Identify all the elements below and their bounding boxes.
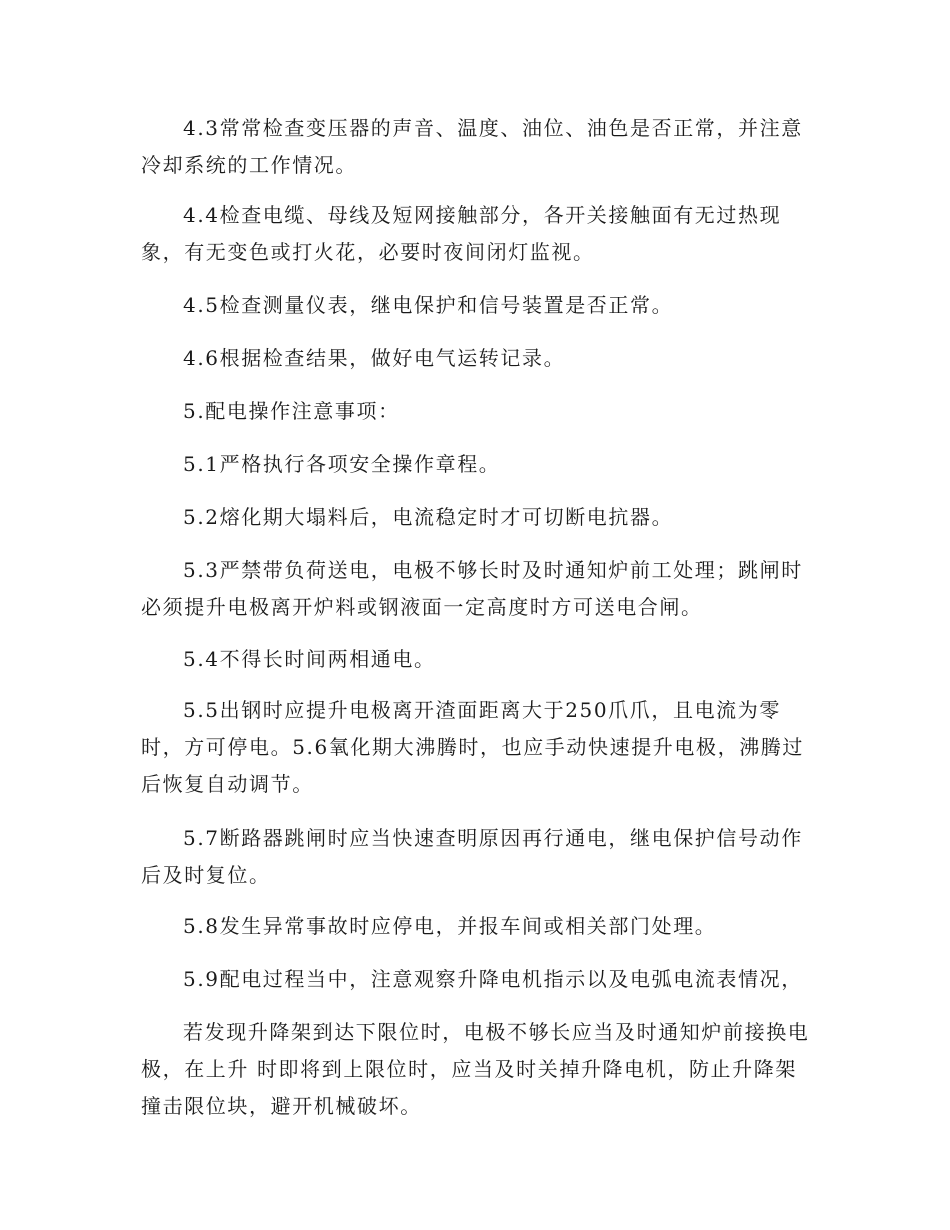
paragraph-5-7: 5.7断路器跳闸时应当快速查明原因再行通电，继电保护信号动作后及时复位。 <box>141 826 803 887</box>
paragraph-4-3: 4.3常常检查变压器的声音、温度、油位、油色是否正常，并注意冷却系统的工作情况。 <box>141 116 803 177</box>
section-heading-5: 5.配电操作注意事项： <box>183 399 400 423</box>
paragraph-4-4: 4.4检查电缆、母线及短网接触部分，各开关接触面有无过热现象，有无变色或打火花，必要时夜间闭灯监视。 <box>141 203 782 264</box>
paragraph-5-8: 5.8发生异常事故时应停电，并报车间或相关部门处理。 <box>183 914 717 938</box>
paragraph-5-4: 5.4不得长时间两相通电。 <box>183 647 436 671</box>
paragraph-5-9-continued: 若发现升降架到达下限位时，电极不够长应当及时通知炉前接换电极，在上升 时即将到上限位时，应当及时关掉升降电机，防止升降架撞击限位块，避开机械破坏。 <box>141 1020 810 1118</box>
paragraph-4-5: 4.5检查测量仪表，继电保护和信号装置是否正常。 <box>183 293 674 317</box>
paragraph-5-1: 5.1严格执行各项安全操作章程。 <box>183 452 501 476</box>
paragraph-5-3: 5.3严禁带负荷送电，电极不够长时及时通知炉前工处理；跳闸时必须提升电极离开炉料或钢液面一定高度时方可送电合闸。 <box>141 558 803 619</box>
paragraph-5-9: 5.9配电过程当中，注意观察升降电机指示以及电弧电流表情况， <box>183 967 803 991</box>
paragraph-4-6: 4.6根据检查结果，做好电气运转记录。 <box>183 346 566 370</box>
paragraph-5-5-5-6: 5.5出钢时应提升电极离开渣面距离大于250爪爪，且电流为零 时，方可停电。5.6氧化期大沸腾时，也应手动快速提升电极，沸腾过后恢复自动调节。 <box>141 698 805 796</box>
paragraph-5-2: 5.2熔化期大塌料后，电流稳定时才可切断电抗器。 <box>183 505 674 529</box>
